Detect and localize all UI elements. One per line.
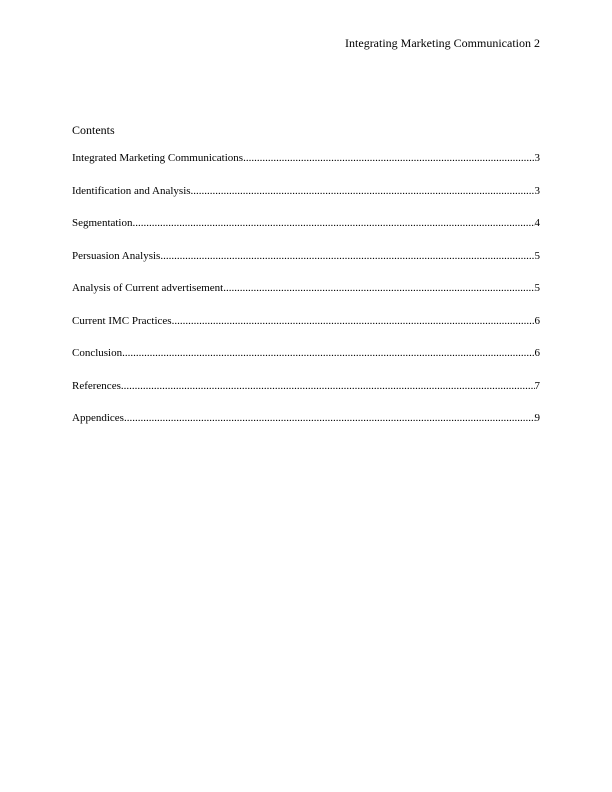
toc-entry[interactable] xyxy=(72,249,540,263)
toc-dot-leader xyxy=(172,314,535,328)
toc-dot-leader xyxy=(160,249,534,263)
toc-entry-label: Conclusion xyxy=(72,347,123,359)
toc-entry-page: 9 xyxy=(534,412,540,424)
toc-entry-page: 3 xyxy=(534,152,540,164)
running-header: Integrating Marketing Communication 2 xyxy=(345,36,540,50)
toc-entry-page: 6 xyxy=(534,347,540,359)
table-of-contents xyxy=(72,151,540,444)
toc-entry-label: Persuasion Analysis xyxy=(72,249,161,262)
toc-entry-page: 6 xyxy=(534,314,540,327)
toc-entry-label: Appendices xyxy=(72,412,124,424)
toc-dot-leader xyxy=(243,151,534,165)
toc-dot-leader xyxy=(133,216,535,230)
toc-entry-label: Integrated Marketing Communications xyxy=(72,152,244,164)
toc-entry[interactable] xyxy=(72,411,540,425)
toc-entry-page: 5 xyxy=(534,249,540,262)
toc-entry[interactable] xyxy=(72,216,540,230)
toc-entry[interactable] xyxy=(72,314,540,328)
toc-entry[interactable] xyxy=(72,346,540,360)
toc-entry-page: 5 xyxy=(534,282,540,294)
toc-entry[interactable] xyxy=(72,184,540,198)
toc-entry-label: Current IMC Practices xyxy=(72,314,172,327)
toc-dot-leader xyxy=(124,411,535,425)
toc-entry[interactable] xyxy=(72,151,540,165)
toc-entry-page: 3 xyxy=(534,184,540,197)
toc-dot-leader xyxy=(223,281,534,295)
toc-entry-page: 7 xyxy=(534,379,540,392)
toc-title: Contents xyxy=(72,123,115,137)
toc-dot-leader xyxy=(191,184,535,198)
toc-entry[interactable] xyxy=(72,379,540,393)
toc-dot-leader xyxy=(121,379,535,393)
toc-dot-leader xyxy=(122,346,534,360)
toc-entry-label: References xyxy=(72,379,121,392)
toc-entry-label: Segmentation xyxy=(72,217,133,229)
toc-entry-label: Analysis of Current advertisement xyxy=(72,282,224,294)
toc-entry-label: Identification and Analysis xyxy=(72,184,191,197)
toc-entry-page: 4 xyxy=(534,217,540,229)
toc-entry[interactable] xyxy=(72,281,540,295)
